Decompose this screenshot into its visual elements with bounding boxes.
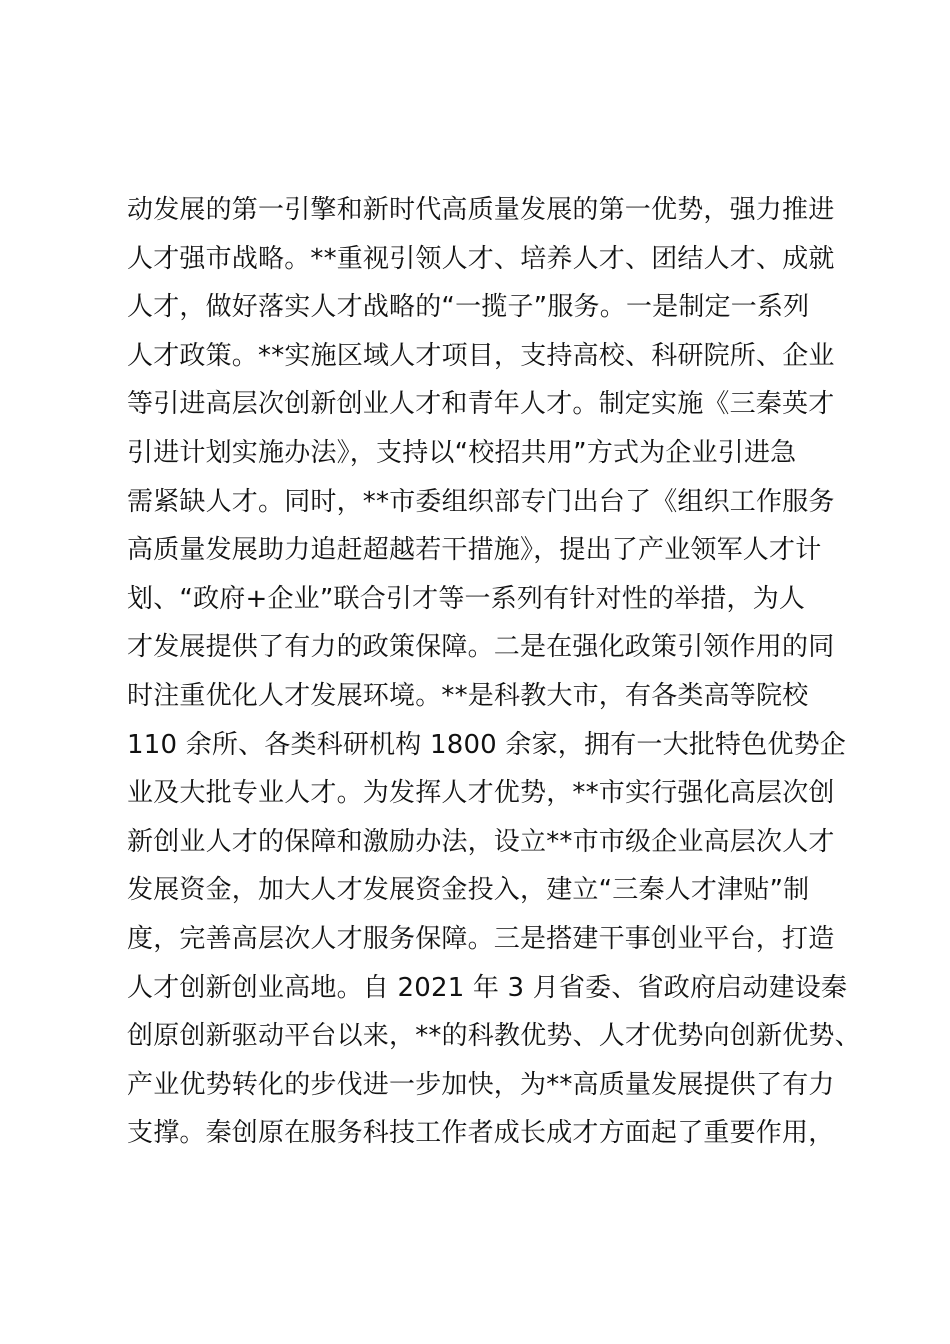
text-line: 创原创新驱动平台以来，**的科教优势、人才优势向创新优势、: [127, 1021, 861, 1052]
text-line: 业及大批专业人才。为发挥人才优势，**市实行强化高层次创: [127, 778, 835, 809]
text-line: 引进计划实施办法》，支持以“校招共用”方式为企业引进急: [127, 437, 797, 468]
text-line: 人才政策。**实施区域人才项目，支持高校、科研院所、企业: [127, 340, 835, 371]
text-line: 人才强市战略。**重视引领人才、培养人才、团结人才、成就: [127, 243, 835, 274]
text-line: 等引进高层次创新创业人才和青年人才。制定实施《三秦英才: [127, 389, 835, 420]
text-line: 产业优势转化的步伐进一步加快，为**高质量发展提供了有力: [127, 1069, 835, 1100]
text-line: 高质量发展助力追赶超越若干措施》，提出了产业领军人才计: [127, 535, 822, 566]
text-line: 需紧缺人才。同时，**市委组织部专门出台了《组织工作服务: [127, 486, 835, 517]
text-line: 时注重优化人才发展环境。**是科教大市，有各类高等院校: [127, 680, 809, 711]
text-line: 才发展提供了有力的政策保障。二是在强化政策引领作用的同: [127, 632, 835, 663]
text-line: 动发展的第一引擎和新时代高质量发展的第一优势，强力推进: [127, 195, 835, 225]
text-line: 新创业人才的保障和激励办法，设立**市市级企业高层次人才: [127, 826, 835, 857]
text-line: 人才，做好落实人才战略的“一揽子”服务。一是制定一系列: [127, 292, 810, 323]
text-line: 支撑。秦创原在服务科技工作者成长成才方面起了重要作用，: [127, 1118, 835, 1149]
text-line: 人才创新创业高地。自 2021 年 3 月省委、省政府启动建设秦: [127, 972, 848, 1003]
body-paragraph: [127, 186, 861, 1158]
text-line: 发展资金，加大人才发展资金投入，建立“三秦人才津贴”制: [127, 875, 810, 906]
text-line: 度，完善高层次人才服务保障。三是搭建干事创业平台，打造: [127, 923, 835, 954]
text-line: 110 余所、各类科研机构 1800 余家，拥有一大批特色优势企: [127, 729, 846, 760]
text-line: 划、“政府+企业”联合引才等一系列有针对性的举措，为人: [127, 583, 806, 614]
